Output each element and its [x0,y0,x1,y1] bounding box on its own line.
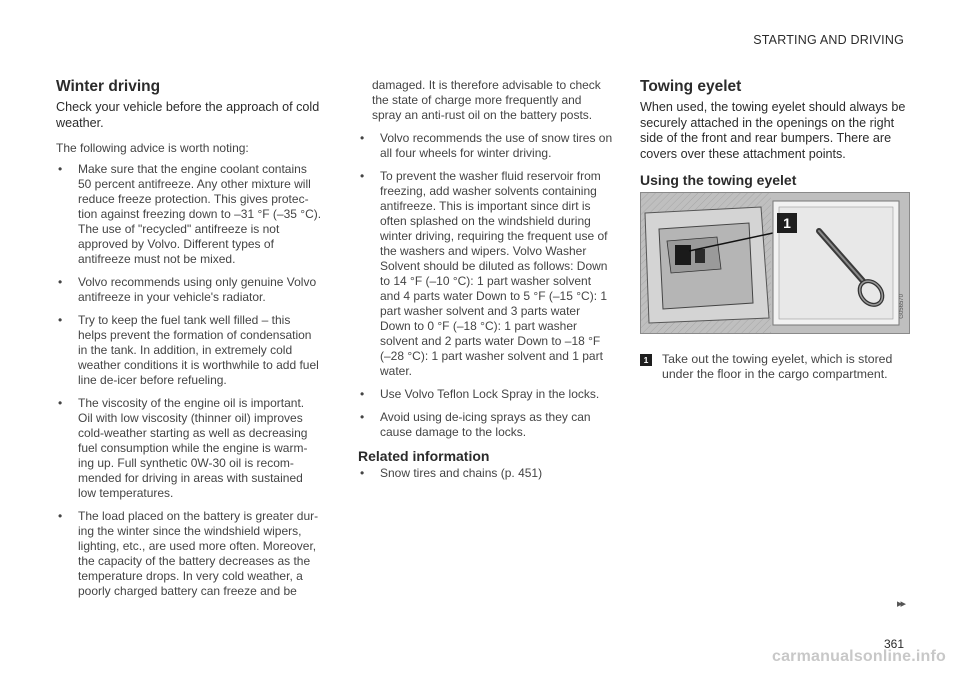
bullet-icon: • [360,131,365,145]
winter-advice-list-continued [358,131,614,440]
battery-continued: damaged. It is therefore advisable to check the state of charge more frequently and spray an anti-rust oil on the battery posts. [372,78,601,122]
section-header: STARTING AND DRIVING [753,33,904,47]
bullet-icon: • [360,387,365,401]
list-item: • To prevent the washer fluid reservoir from freezing, add washer solvents containing antifreeze. This is important since dirt is often splashed on the windshield during winter driving, requiring the frequent use of the washers and wipers. Volvo Washer Solvent should be diluted as follows: Down to 14 °F (–10 °C): 1 part washer solvent and 4 parts water Down to 5 °F (–15 °C): 1 part washer solvent and 3 parts water Down to 0 °F (–18 °C): 1 part washer solvent and 2 parts water Down to –18 °F (–28 °C): 1 part washer solvent and 1 part water. [360,169,608,378]
column-right [640,78,908,382]
bullet-icon: • [360,466,365,480]
list-item: • Make sure that the engine coolant contains 50 percent antifreeze. Any other mixture will reduce freeze protection. This gives protec-tion against freezing down to –31 °F (–35 °C). The use of "recycled" antifreeze is not approved by Volvo. Different types of antifreeze must not be mixed. [58,162,322,266]
list-item: • Volvo recommends the use of snow tires on all four wheels for winter driving. [360,131,613,160]
page-number: 361 [883,637,904,651]
callout-number-badge: 1 [777,213,797,233]
using-towing-eyelet-subtitle: Using the towing eyelet [640,172,797,188]
step-text: Take out the towing eyelet, which is stored under the floor in the cargo compartment. [662,352,893,381]
winter-intro: The following advice is worth noting: [56,141,249,155]
bullet-icon: • [58,396,63,410]
list-item: • Try to keep the fuel tank well filled – this helps prevent the formation of condensation in the tank. In addition, in extremely cold weather conditions it is worthwhile to add fuel line de-icer before refueling. [58,313,319,387]
bullet-icon: • [58,162,63,176]
list-item: • Avoid using de-icing sprays as they can cause damage to the locks. [360,410,591,439]
figure-code: G056570 [899,294,905,319]
step-1 [640,352,908,382]
winter-advice-list [56,162,322,599]
list-item: • The viscosity of the engine oil is important. Oil with low viscosity (thinner oil) improves cold-weather starting as well as decreasing fuel consumption while the engine is warm-ing up. Full synthetic 0W-30 oil is recom-mended for driving in areas with sustained low temperatures. [58,396,308,500]
bullet-icon: • [360,169,365,183]
towing-eyelet-title: Towing eyelet [640,78,742,95]
related-list [358,466,614,481]
winter-driving-title: Winter driving [56,78,161,95]
list-item: • Use Volvo Teflon Lock Spray in the locks. [360,387,600,401]
bullet-icon: • [58,313,63,327]
step-number-badge: 1 [640,354,652,366]
winter-lead: Check your vehicle before the approach of cold weather. [56,100,320,130]
bullet-icon: • [360,410,365,424]
column-middle [358,78,614,489]
bullet-icon: • [58,509,63,523]
next-page-arrow-icon: ▸▸ [896,598,904,610]
related-information-title: Related information [358,448,490,464]
list-item: • The load placed on the battery is greater dur-ing the winter since the windshield wipers, lighting, etc., are used more often. Moreover, the capacity of the battery decreases as the temperature drops. In very cold weather, a poorly charged battery can freeze and be [58,509,319,598]
cargo-compartment-illustration [641,193,909,333]
towing-lead: When used, the towing eyelet should always be securely attached in the openings on the right side of the front and rear bumpers. There are covers over these attachment points. [640,100,906,161]
list-item: • Volvo recommends using only genuine Volvo antifreeze in your vehicle's radiator. [58,275,317,304]
related-link[interactable]: • Snow tires and chains (p. 451) [360,466,543,480]
towing-eyelet-figure [640,192,910,334]
watermark: carmanualsonline.info [771,648,946,665]
bullet-icon: • [58,275,63,289]
column-left [56,78,322,607]
